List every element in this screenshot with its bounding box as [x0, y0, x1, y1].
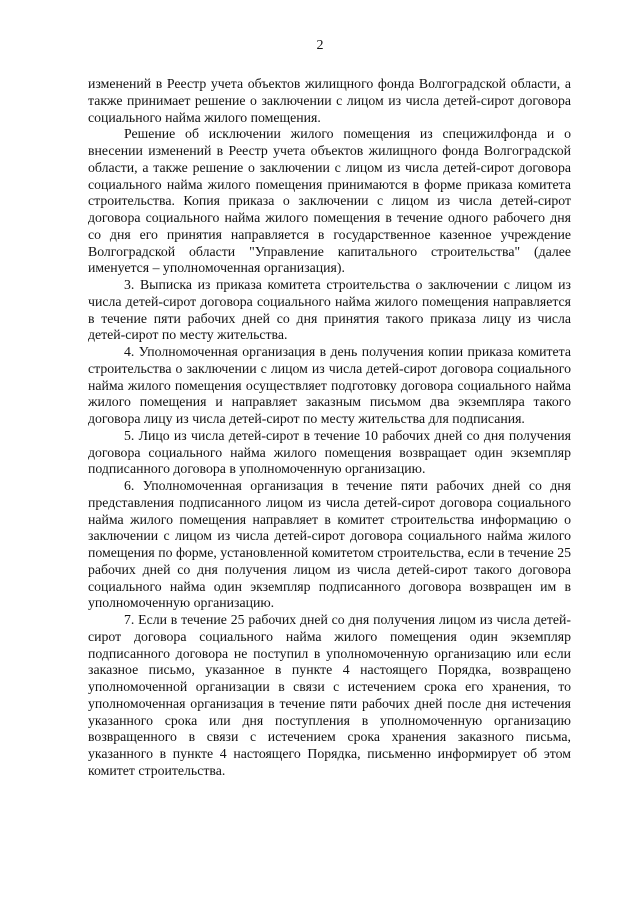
document-body — [88, 76, 571, 780]
paragraph-decision: Решение об исключении жилого помещения из специжилфонда и о внесении изменений в Реестр учета объектов жилищного фонда Волгоградской области, а также решение о заключении с лицом из числа детей-сирот договора социального найма жилого помещения принимаются в форме приказа комитета строительства. Копия приказа о заключении с лицом из числа детей-сирот договора социального найма жилого помещения в течение одного рабочего дня со дня его принятия направляется в государственное казенное учреждение Волгоградской области "Управление капитального строительства" (далее именуется – уполномоченная организация). — [88, 126, 571, 276]
paragraph-item-6: 6. Уполномоченная организация в течение пяти рабочих дней со дня представления подписанного лицом из числа детей-сирот договора социального найма жилого помещения направляет в комитет строительства информацию о заключении с лицом из числа детей-сирот договора социального найма жилого помещения по форме, установленной комитетом строительства, если в течение 25 рабочих дней со дня получения лицом из числа детей-сирот такого договора социального найма один экземпляр подписанного договора возвращен им в уполномоченную организацию. — [88, 478, 571, 611]
page-number: 2 — [316, 38, 324, 53]
paragraph-continuation: изменений в Реестр учета объектов жилищного фонда Волгоградской области, а также принимает решение о заключении с лицом из числа детей-сирот договора социального найма жилого помещения. — [88, 76, 571, 125]
paragraph-item-5: 5. Лицо из числа детей-сирот в течение 10 рабочих дней со дня получения договора социального найма жилого помещения возвращает один экземпляр подписанного договора в уполномоченную организацию. — [88, 427, 571, 477]
paragraph-item-3: 3. Выписка из приказа комитета строительства о заключении с лицом из числа детей-сирот договора социального найма жилого помещения направляется в течение пяти рабочих дней со дня принятия такого приказа лицу из числа детей-сирот по месту жительства. — [88, 277, 571, 343]
paragraph-item-4: 4. Уполномоченная организация в день получения копии приказа комитета строительства о заключении с лицом из числа детей-сирот договора социального найма жилого помещения осуществляет подготовку договора социального найма жилого помещения и направляет заказным письмом два экземпляра такого договора лицу из числа детей-сирот по месту жительства для подписания. — [88, 344, 571, 426]
paragraph-item-7: 7. Если в течение 25 рабочих дней со дня получения лицом из числа детей-сирот договора социального найма жилого помещения один экземпляр подписанного договора не поступил в уполномоченную организацию или если заказное письмо, указанное в пункте 4 настоящего Порядка, возвращено уполномоченной организации в связи с истечением срока его хранения, то уполномоченная организация в течение пяти рабочих дней после дня истечения указанного срока или дня поступления в уполномоченную организацию возвращенного в связи с истечением срока хранения заказного письма, указанного в пункте 4 настоящего Порядка, письменно информирует об этом комитет строительства. — [88, 612, 571, 778]
